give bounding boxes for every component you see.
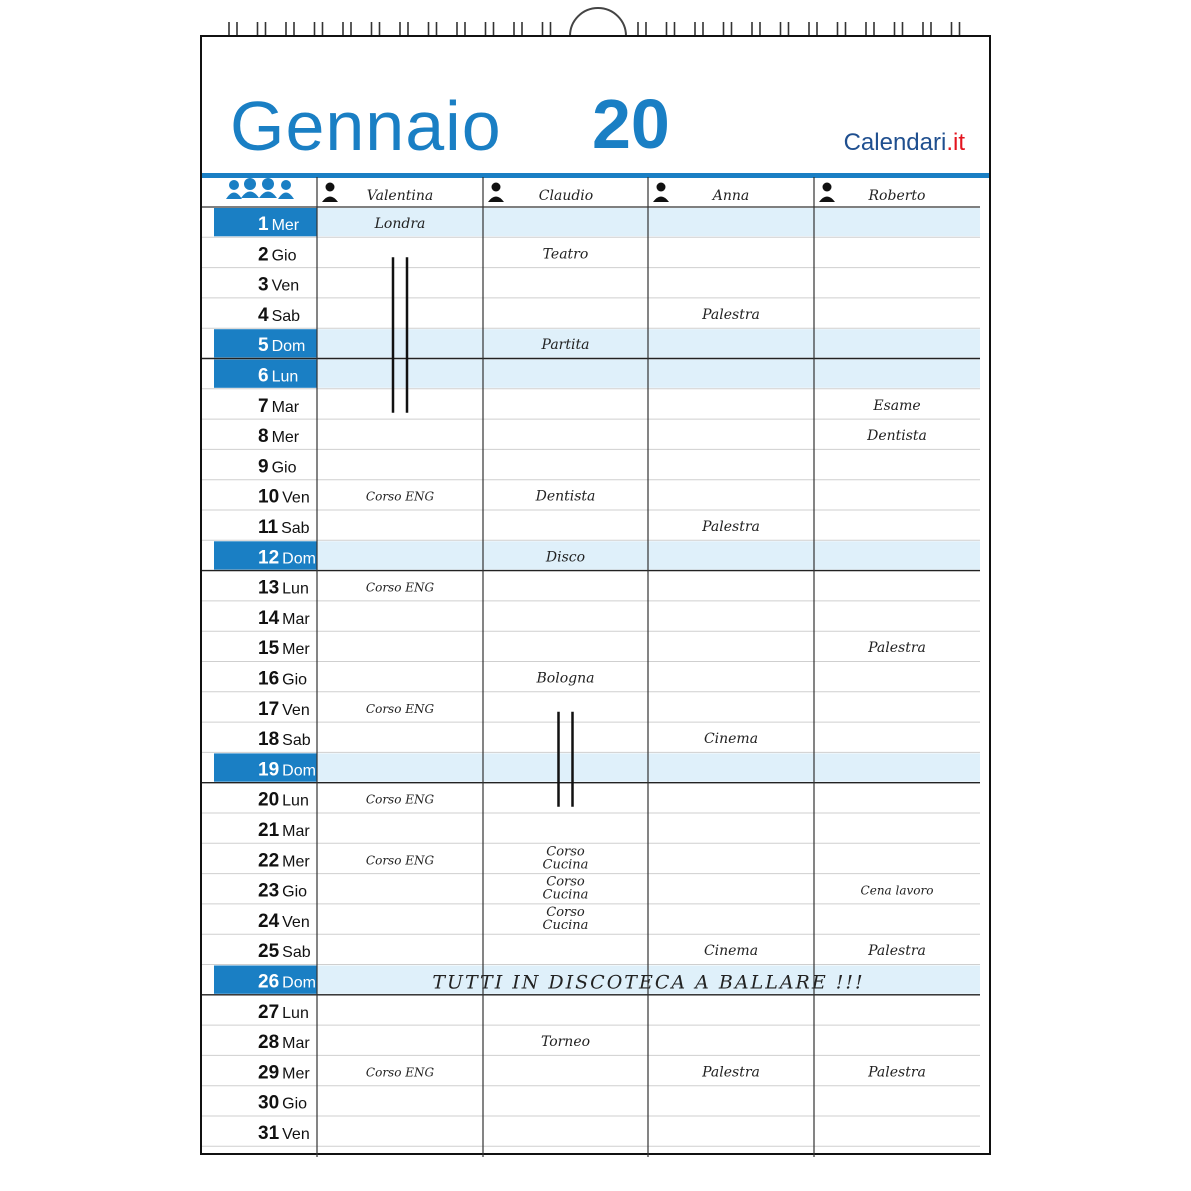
day-name: Dom (282, 550, 316, 568)
day-name: Ven (282, 913, 310, 931)
day-number: 14 (258, 607, 280, 629)
day-label (258, 244, 297, 265)
day-number: 3 (258, 274, 269, 296)
day-name: Mar (282, 610, 310, 628)
day-number: 30 (258, 1092, 280, 1114)
day-number: 15 (258, 638, 280, 660)
calendar-entry: Corso Cucina (542, 874, 589, 903)
day-label (258, 699, 310, 720)
calendar-entry: Palestra (868, 1064, 926, 1081)
calendar-entry: Palestra (702, 519, 760, 535)
day-number: 16 (258, 668, 280, 690)
calendar-entry: Corso ENG (365, 1065, 435, 1080)
calendar-entry: Corso ENG (365, 701, 435, 716)
day-label (258, 941, 311, 962)
calendar-entry: Corso Cucina (542, 904, 589, 933)
day-label (258, 729, 311, 750)
day-number: 2 (258, 244, 269, 266)
day-name: Ven (282, 1126, 310, 1143)
calendar-entry: Corso Cucina (542, 844, 589, 873)
calendar-entry: Cinema (703, 731, 759, 748)
person-name: Anna (712, 188, 750, 204)
calendar-entry: Teatro (542, 246, 589, 263)
day-name: Mer (282, 853, 310, 871)
day-number: 7 (258, 395, 269, 417)
person-icon (322, 183, 338, 203)
day-number: 13 (258, 577, 280, 599)
day-name: Gio (271, 247, 297, 265)
day-label (258, 881, 307, 902)
day-number: 19 (258, 759, 280, 781)
calendar-entry: Palestra (702, 306, 760, 323)
day-name: Sab (271, 307, 301, 325)
day-number: 27 (258, 1001, 280, 1023)
day-name: Gio (282, 671, 308, 689)
calendar-entry: Corso ENG (365, 792, 435, 807)
day-number: 26 (258, 971, 280, 993)
day-name: Sab (282, 732, 311, 750)
day-name: Mer (282, 641, 310, 659)
day-number: 5 (258, 335, 269, 357)
hanger-ring (570, 8, 626, 36)
day-name: Ven (282, 489, 310, 507)
calendar-entry: Corso ENG (365, 489, 435, 504)
day-name: Mer (271, 217, 300, 234)
day-number: 18 (258, 729, 280, 751)
day-name: Dom (271, 338, 306, 356)
day-label (258, 1093, 307, 1114)
day-number: 12 (258, 547, 280, 569)
day-number: 1 (258, 214, 269, 235)
calendar-entry: Londra (374, 216, 426, 232)
day-number: 25 (258, 941, 280, 963)
calendar-entry: Palestra (868, 943, 926, 960)
calendar-entry: Dentista (867, 428, 927, 445)
day-label (258, 214, 300, 235)
day-number: 11 (258, 517, 279, 538)
calendar-sheet (200, 35, 991, 1155)
day-label (258, 275, 299, 296)
day-label (258, 305, 300, 326)
day-label (258, 517, 310, 538)
day-number: 4 (258, 304, 269, 326)
day-number: 8 (258, 426, 269, 448)
calendar-entry: Cena lavoro (860, 883, 934, 898)
day-name: Dom (282, 762, 316, 780)
banner-entry: TUTTI IN DISCOTECA A BALLARE !!! (432, 971, 865, 994)
day-name: Mar (271, 398, 300, 416)
day-name: Mer (282, 1065, 310, 1083)
calendar-entry: Bologna (536, 670, 595, 687)
day-name: Mar (282, 1035, 310, 1053)
day-label (258, 790, 309, 811)
day-label (258, 366, 298, 387)
day-number: 29 (258, 1062, 280, 1084)
day-number: 22 (258, 850, 280, 872)
day-number: 21 (258, 820, 280, 841)
day-label (258, 456, 297, 477)
day-label (258, 759, 316, 780)
day-name: Ven (271, 277, 300, 295)
calendar-entry: Disco (545, 549, 586, 566)
person-icon (653, 183, 669, 203)
day-number: 28 (258, 1032, 280, 1054)
day-number: 17 (258, 698, 280, 720)
calendar-entry: Dentista (535, 488, 596, 505)
day-name: Dom (282, 974, 316, 992)
calendar-entry: Cinema (703, 943, 759, 960)
day-label (258, 396, 300, 417)
day-number: 23 (258, 880, 280, 902)
month-title: Gennaio (230, 87, 502, 165)
person-name: Roberto (868, 188, 926, 204)
day-number: 20 (258, 789, 280, 811)
day-label (258, 1032, 310, 1053)
day-label (258, 1002, 309, 1023)
calendar-entry: Corso ENG (365, 580, 435, 595)
day-label (258, 1062, 310, 1083)
day-label (258, 426, 300, 447)
day-name: Mer (271, 429, 300, 447)
day-label (258, 850, 310, 871)
day-name: Sab (281, 520, 310, 537)
calendar-entry: Esame (873, 397, 921, 414)
day-number: 24 (258, 910, 280, 932)
brand-name: Calendari (843, 129, 947, 156)
calendar-entry: Partita (541, 337, 590, 354)
day-label (258, 1123, 310, 1144)
calendar-entry: Torneo (540, 1034, 591, 1051)
calendar-grid (202, 37, 993, 1157)
person-icon (488, 183, 504, 203)
day-label (258, 335, 305, 356)
day-name: Lun (271, 368, 299, 386)
group-icon (226, 178, 294, 199)
day-label (258, 669, 307, 690)
day-name: Sab (282, 944, 311, 962)
brand-tld: .it (946, 129, 965, 156)
day-label (258, 638, 310, 659)
day-label (258, 911, 310, 932)
day-label (258, 487, 310, 508)
day-name: Mar (282, 823, 310, 840)
day-name: Gio (271, 459, 297, 477)
person-name: Valentina (366, 188, 434, 204)
day-name: Lun (282, 1004, 309, 1022)
day-number: 6 (258, 365, 269, 387)
day-number: 9 (258, 456, 269, 478)
calendar-entry: Palestra (702, 1064, 760, 1081)
day-number: 10 (258, 486, 280, 508)
day-name: Ven (282, 701, 310, 719)
calendar-entry: Corso ENG (365, 853, 435, 868)
day-name: Gio (282, 883, 308, 901)
calendar-entry: Palestra (868, 640, 926, 657)
day-name: Gio (282, 1095, 308, 1113)
person-icon (819, 183, 835, 203)
day-number: 31 (258, 1123, 280, 1144)
day-label (258, 972, 316, 993)
day-label (258, 820, 310, 841)
day-label (258, 547, 316, 568)
day-name: Lun (282, 580, 309, 598)
year-title: 20 (592, 85, 670, 163)
day-label (258, 608, 310, 629)
day-label (258, 578, 309, 599)
person-name: Claudio (538, 188, 594, 204)
day-name: Lun (282, 792, 309, 810)
